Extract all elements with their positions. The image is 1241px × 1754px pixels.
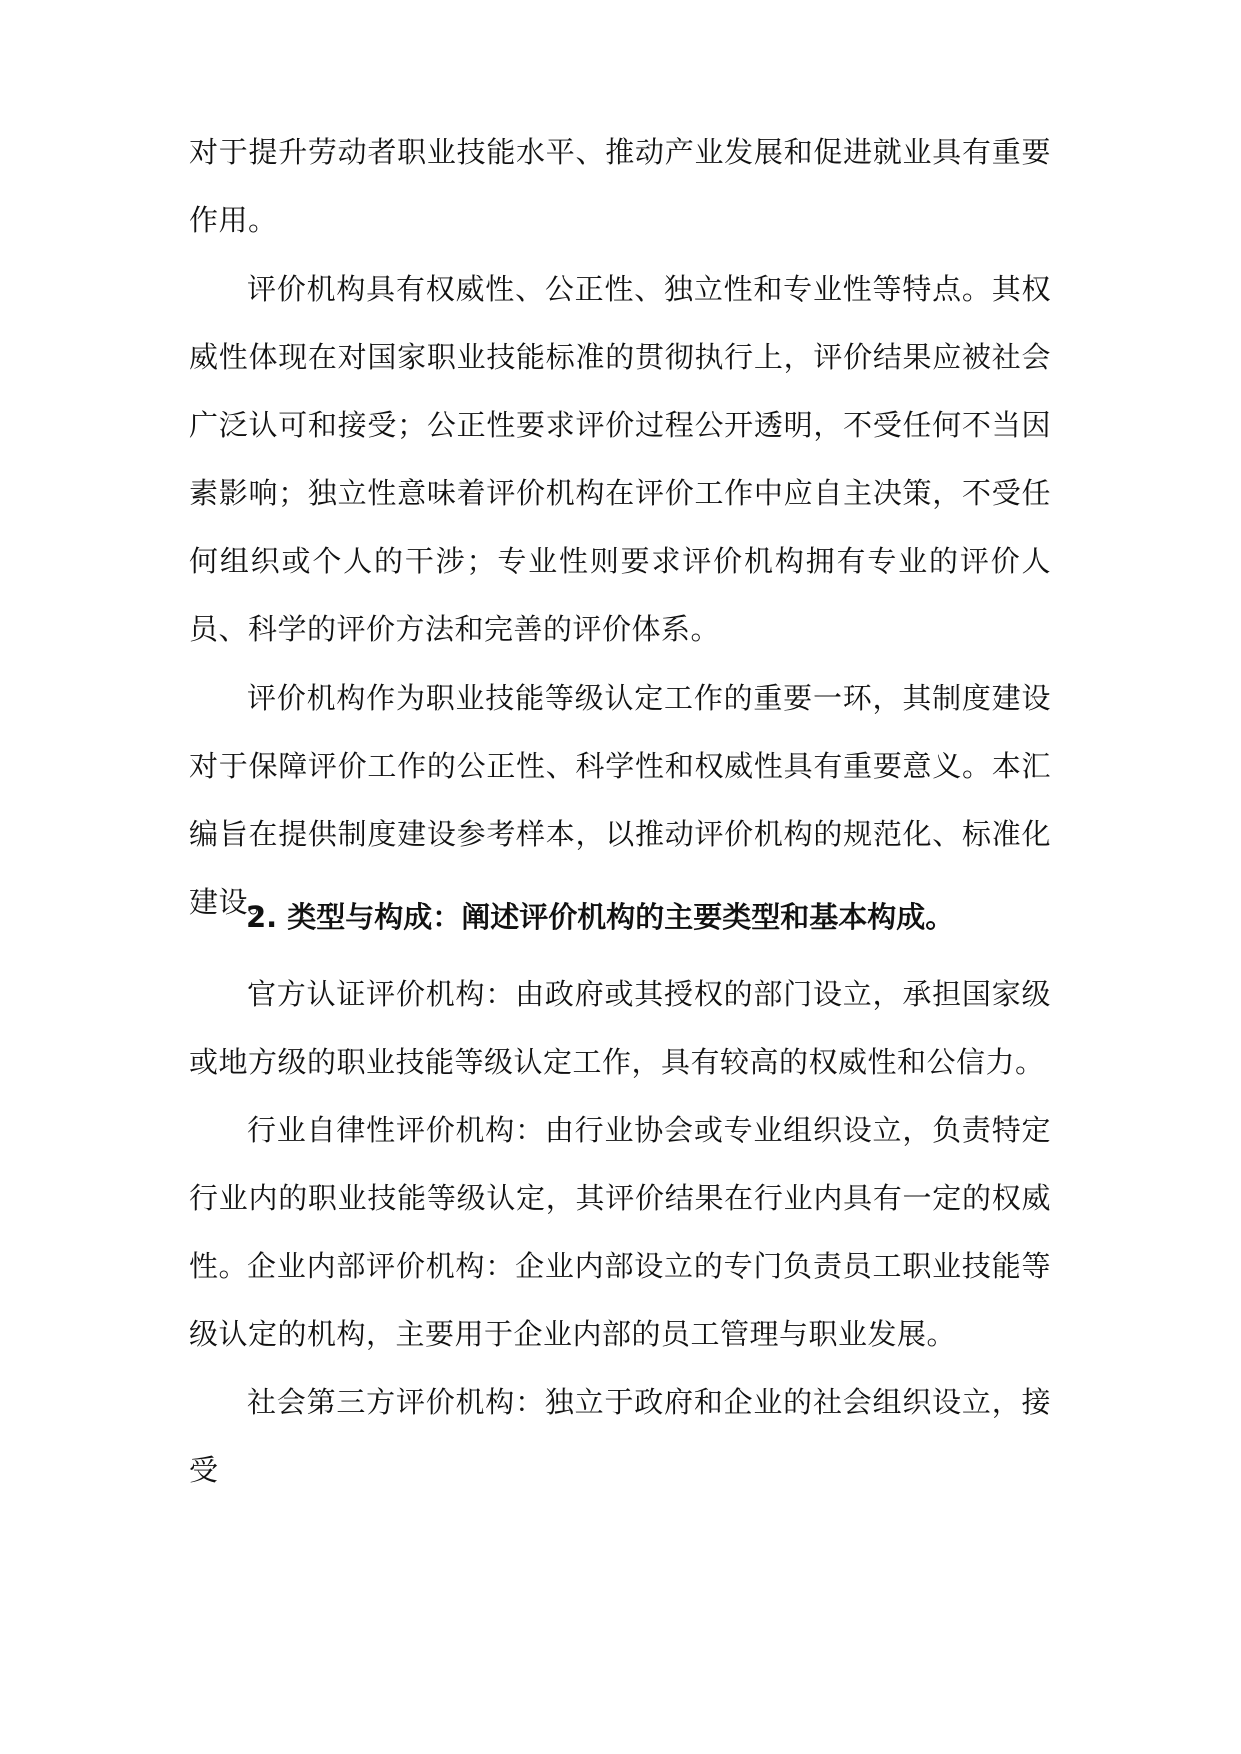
paragraph-official-institution: 官方认证评价机构：由政府或其授权的部门设立，承担国家级或地方级的职业技能等级认定工作，具有较高的权威性和公信力。 bbox=[189, 977, 1051, 1079]
paragraph-characteristics: 评价机构具有权威性、公正性、独立性和专业性等特点。其权威性体现在对国家职业技能标准的贯彻执行上，评价结果应被社会广泛认可和接受；公正性要求评价过程公开透明，不受任何不当因素影响；独立性意味着评价机构在评价工作中应自主决策，不受任何组织或个人的干涉；专业性则要求评价机构拥有专业的评价人员、科学的评价方法和完善的评价体系。 bbox=[189, 272, 1051, 646]
paragraph-third-party-institution: 社会第三方评价机构：独立于政府和企业的社会组织设立，接受 bbox=[189, 1385, 1051, 1487]
section-heading-types: 2. 类型与构成：阐述评价机构的主要类型和基本构成。 bbox=[246, 900, 955, 934]
paragraph-industry-institution: 行业自律性评价机构：由行业协会或专业组织设立，负责特定行业内的职业技能等级认定，其评价结果在行业内具有一定的权威性。 bbox=[189, 1113, 1051, 1283]
paragraph-importance: 评价机构作为职业技能等级认定工作的重要一环，其制度建设对于保障评价工作的公正性、科学性和权威性具有重要意义。本汇编旨在提供制度建设参考样本，以推动评价机构的规范化、标准化建设。 bbox=[189, 681, 1051, 919]
paragraph-enterprise-institution: 企业内部评价机构：企业内部设立的专门负责员工职业技能等级认定的机构，主要用于企业内部的员工管理与职业发展。 bbox=[189, 1249, 1051, 1351]
paragraph-continuation: 对于提升劳动者职业技能水平、推动产业发展和促进就业具有重要作用。 bbox=[189, 135, 1051, 237]
